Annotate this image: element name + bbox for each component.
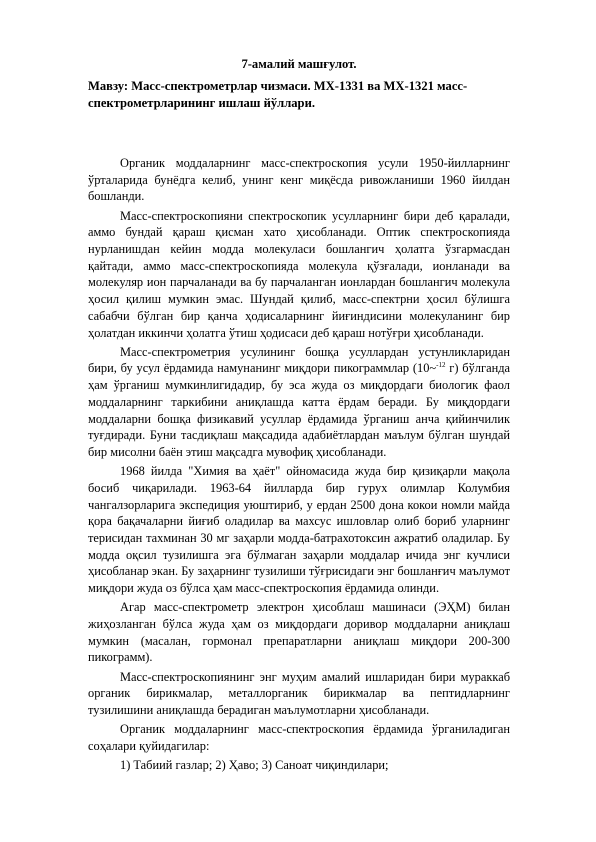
paragraph-4: 1968 йилда "Химия ва ҳаёт" ойномасида жуда бир қизиқарли мақола босиб чиқарилади. 1963-64 йилларда бир гурух олимлар Колумбия чангалзорларига экспедиция уюштириб, у ердан 2500 дона кокои номли майда қора бақачаларни йиғиб оладилар ва махсус ишловлар олиб бориб уларнинг терисидан тахминан 30 мг заҳарли модда-батрахотоксин ажратиб оладилар. Бу модда оқсил тузилишга эга бўлмаган заҳарли моддалар ичида энг кучлиси ҳисобланар экан. Бу заҳарнинг тузилиши тўғрисидаги энг бошланғич маълумот миқдори жуда оз бўлса ҳам масс-спектроскопия ёрдамида олинди. <box>88 464 510 596</box>
paragraph-1: Органик моддаларнинг масс-спектроскопия усули 1950-йилларнинг ўрталарида бунёдга келиб, унинг кенг миқёсда ривожланиши 1960 йилдан бошланди. <box>88 156 510 204</box>
paragraph-6: Масс-спектроскопиянинг энг муҳим амалий ишларидан бири мураккаб органик бирикмалар, металлорганик бирикмалар ва пептидларнинг тузилишини аниқлашда берадиган маълумотларни ҳисобланади. <box>88 669 510 717</box>
paragraph-5: Агар масс-спектрометр электрон ҳисоблаш машинаси (ЭҲМ) билан жиҳозланган бўлса жуда ҳам оз миқдордаги доривор моддаларни аниқлаш мумкин (масалан, гормонал препаратларни аниқлаш миқдори 200-300 пикограмм). <box>88 600 510 665</box>
list-line: 1) Табиий газлар; 2) Ҳаво; 3) Саноат чиқиндилари; <box>120 758 389 773</box>
page-title: 7-амалий машғулот. <box>241 57 357 71</box>
document-page <box>88 56 510 776</box>
paragraph-7: Органик моддаларнинг масс-спектроскопия ёрдамида ўрганиладиган соҳалари қуйидагилар: <box>88 722 510 753</box>
paragraph-3-rest: г) бўлганда ҳам ўрганиш мумкинлигидадир, бу эса жуда оз миқдордаги биологик фаол моддаларнинг таркибини аниқлашда катта ёрдам беради. Бу миқдордаги моддаларни бошқа физикавий усуллар ёрдамида ўрганиш анча қийинчилик туғдиради. Буни тасдиқлаш мақсадида адабиётлардан маълум бўлган шундай бир мисолни баён этиш мақсадга мувофиқ ҳисобланади. <box>88 361 511 459</box>
paragraph-3 <box>88 344 510 461</box>
exponent-superscript: -12 <box>436 361 446 370</box>
paragraph-3-start: Масс-спектрометрия усулининг бошқа усуллардан устунликларидан бири, бу усул ёрдамида намунанинг миқдори пикограммлар (10~ <box>88 344 510 376</box>
topic-heading: Мавзу: Масс-спектрометрлар чизмаси. MX-1331 ва MX-1321 масс-спектрометрларининг ишлаш йўллари. <box>88 79 468 110</box>
paragraph-2: Масс-спектроскопияни спектроскопик усулларнинг бири деб қаралади, аммо бундай қараш қисман хато ҳисобланади. Оптик спектроскопияда нурланишдан кейин модда молекуласи бошлангич ҳолатга ўзгармасдан қайтади, аммо масс-спектроскопияда молекула қўзғалади, ионланади ва молекуляр ион парчаланади ва бу парчаланган ионлардан бошлангич молекула ҳосил қилиш мумкин эмас. Шундай қилиб, масс-спектрни ҳосил бўлишга сабабчи бўлган бир қанча ҳодисаларнинг йиғиндисини молекуланинг бир ҳолатдан иккинчи ҳолатга ўтиш ҳодисаси деб қараш нотўғри ҳисобланади. <box>88 208 510 340</box>
